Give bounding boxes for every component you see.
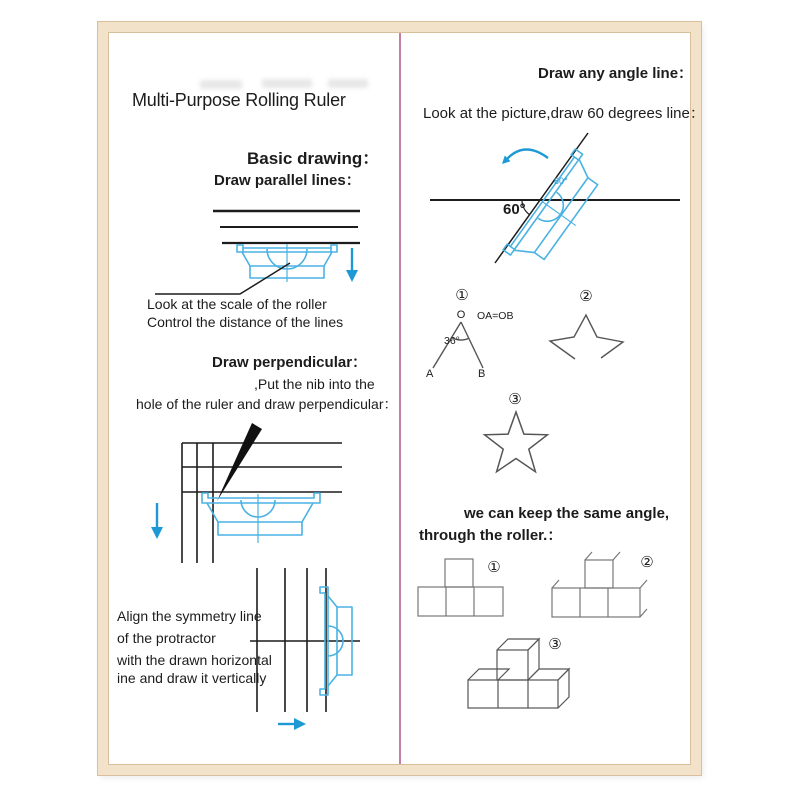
angle-caption: Look at the picture,draw 60 degrees line： bbox=[423, 105, 705, 122]
faint-print-artifact bbox=[328, 79, 368, 88]
perpendicular-caption-line2: hole of the ruler and draw perpendicular： bbox=[136, 396, 398, 412]
sixty-degree-figure bbox=[420, 122, 690, 274]
parallel-lines-figure bbox=[135, 196, 375, 308]
page-title: Multi-Purpose Rolling Ruler bbox=[132, 90, 346, 110]
perpendicular-caption-line1: ,Put the nib into the bbox=[254, 376, 375, 392]
vertex-label: O bbox=[456, 309, 466, 321]
faint-print-artifact bbox=[200, 80, 242, 89]
pointB-label: B bbox=[478, 368, 486, 380]
box-step1-number: ① bbox=[487, 559, 501, 576]
equality-label: OA=OB bbox=[477, 310, 514, 322]
parallel-caption-line2: Control the distance of the lines bbox=[147, 314, 344, 330]
box-step3-number: ③ bbox=[548, 636, 562, 653]
example3-number: ③ bbox=[508, 391, 522, 408]
pen bbox=[217, 423, 262, 501]
roller-scale-label: 60° bbox=[554, 176, 568, 186]
align-caption-line1: Align the symmetry line bbox=[117, 608, 262, 624]
angle36-label: 36° bbox=[444, 335, 460, 347]
example1-number: ① bbox=[455, 287, 469, 304]
page-divider bbox=[399, 33, 401, 764]
angle-examples-figure bbox=[420, 282, 650, 382]
keep-angle-line2: through the roller.： bbox=[419, 527, 563, 544]
perpendicular-figure bbox=[145, 415, 385, 575]
basic-drawing-heading: Basic drawing： bbox=[247, 149, 380, 168]
box-step2-number: ② bbox=[640, 554, 654, 571]
parallel-caption-line1: Look at the scale of the roller bbox=[147, 296, 327, 312]
align-caption-line2: of the protractor bbox=[117, 630, 216, 646]
faint-print-artifact bbox=[262, 79, 312, 88]
rotate-arrow-icon bbox=[506, 149, 548, 160]
align-caption-line3: with the drawn horizontal bbox=[117, 652, 272, 668]
partial-star-outline bbox=[550, 315, 623, 359]
ticked-t-shape bbox=[552, 552, 647, 617]
keep-angle-line1: we can keep the same angle, bbox=[464, 505, 670, 522]
perpendicular-heading: Draw perpendicular： bbox=[212, 354, 368, 371]
any-angle-heading: Draw any angle line： bbox=[538, 65, 694, 82]
parallel-lines-heading: Draw parallel lines： bbox=[214, 172, 361, 189]
star-example-figure bbox=[455, 390, 580, 490]
five-point-star bbox=[485, 412, 548, 472]
example2-number: ② bbox=[579, 288, 593, 305]
align-symmetry-figure bbox=[240, 558, 370, 730]
pointA-label: A bbox=[426, 368, 434, 380]
angle-value-label: 60° bbox=[503, 201, 526, 218]
align-caption-line4: ine and draw it vertically bbox=[117, 670, 267, 686]
rolling-ruler-top-view bbox=[237, 244, 337, 282]
box-steps-figure bbox=[415, 550, 665, 720]
rolling-ruler-top-view bbox=[202, 493, 320, 543]
